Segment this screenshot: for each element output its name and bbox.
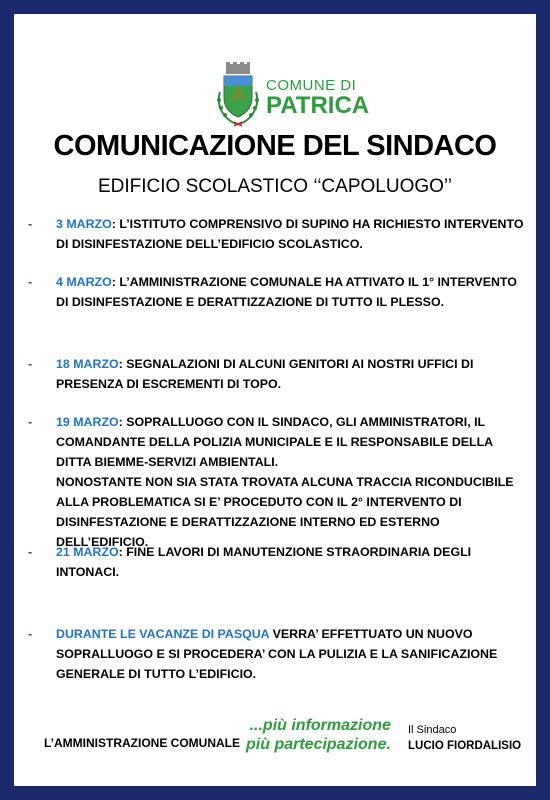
item-date: DURANTE LE VACANZE DI PASQUA [56, 627, 270, 641]
list-dash: - [28, 415, 33, 429]
list-dash: - [28, 357, 33, 371]
item-date: 3 MARZO [56, 217, 112, 231]
item-text: VERRA’ EFFETTUATO UN NUOVO SOPRALLUOGO E SI PROCEDERA’ CON LA PULIZIA E LA SANIFICAZIONE GENERALE DI TUTTO L’EDIFICIO. [56, 627, 498, 681]
comune-logo [214, 62, 370, 128]
comune-name [266, 78, 369, 118]
signature-name: LUCIO FIORDALISIO [408, 740, 522, 752]
mayor-signature [408, 722, 521, 754]
list-dash: - [28, 545, 33, 559]
item-date: 19 MARZO [56, 415, 119, 429]
item-text: : L’AMMINISTRAZIONE COMUNALE HA ATTIVATO IL 1° INTERVENTO DI DISINFESTAZIONE E DERATTIZZAZIONE DI TUTTO IL PLESSO. [56, 275, 517, 309]
item-text: : L’ISTITUTO COMPRENSIVO DI SUPINO HA RICHIESTO INTERVENTO DI DISINFESTAZIONE DELL’EDIFICIO SCOLASTICO. [56, 217, 524, 251]
footer-administration: L’AMMINISTRAZIONE COMUNALE [44, 736, 240, 750]
item-text: : SOPRALLUOGO CON IL SINDACO, GLI AMMINISTRATORI, IL COMANDANTE DELLA POLIZIA MUNICIPALE E IL RESPONSABILE DELLA DITTA BIEMME-SERVIZI AMBIENTALI. [56, 415, 493, 469]
signature-role: Il Sindaco [408, 724, 457, 736]
item-text: : FINE LAVORI DI MANUTENZIONE STRAORDINARIA DEGLI INTONACI. [56, 545, 472, 579]
item-text-continued: NONOSTANTE NON SIA STATA TROVATA ALCUNA TRACCIA RICONDUCIBILE ALLA PROBLEMATICA SI E’ PROCEDUTO CON IL 2° INTERVENTO DI DISINFESTAZIONE E DERATTIZZAZIONE INTERNO ED ESTERNO DELL’EDIFICIO. [56, 475, 514, 549]
notice-sheet [14, 14, 536, 786]
municipal-crest-icon [214, 62, 262, 128]
slogan-line2: più partecipazione. [246, 736, 391, 753]
slogan-line1: ...più informazione [249, 717, 391, 734]
list-dash: - [28, 217, 33, 231]
comune-line2: PATRICA [266, 92, 370, 119]
item-date: 18 MARZO [56, 357, 119, 371]
page-subtitle: EDIFICIO SCOLASTICO ‘‘CAPOLUOGO’’ [97, 176, 453, 197]
list-dash: - [28, 275, 33, 289]
item-date: 4 MARZO [56, 275, 112, 289]
item-text: : SEGNALAZIONI DI ALCUNI GENITORI AI NOSTRI UFFICI DI PRESENZA DI ESCREMENTI DI TOPO. [56, 357, 474, 391]
page-title: COMUNICAZIONE DEL SINDACO [53, 130, 497, 162]
list-dash: - [28, 627, 33, 641]
comune-line1: COMUNE DI [266, 77, 357, 94]
item-date: 21 MARZO [56, 545, 119, 559]
footer-slogan [246, 716, 391, 754]
